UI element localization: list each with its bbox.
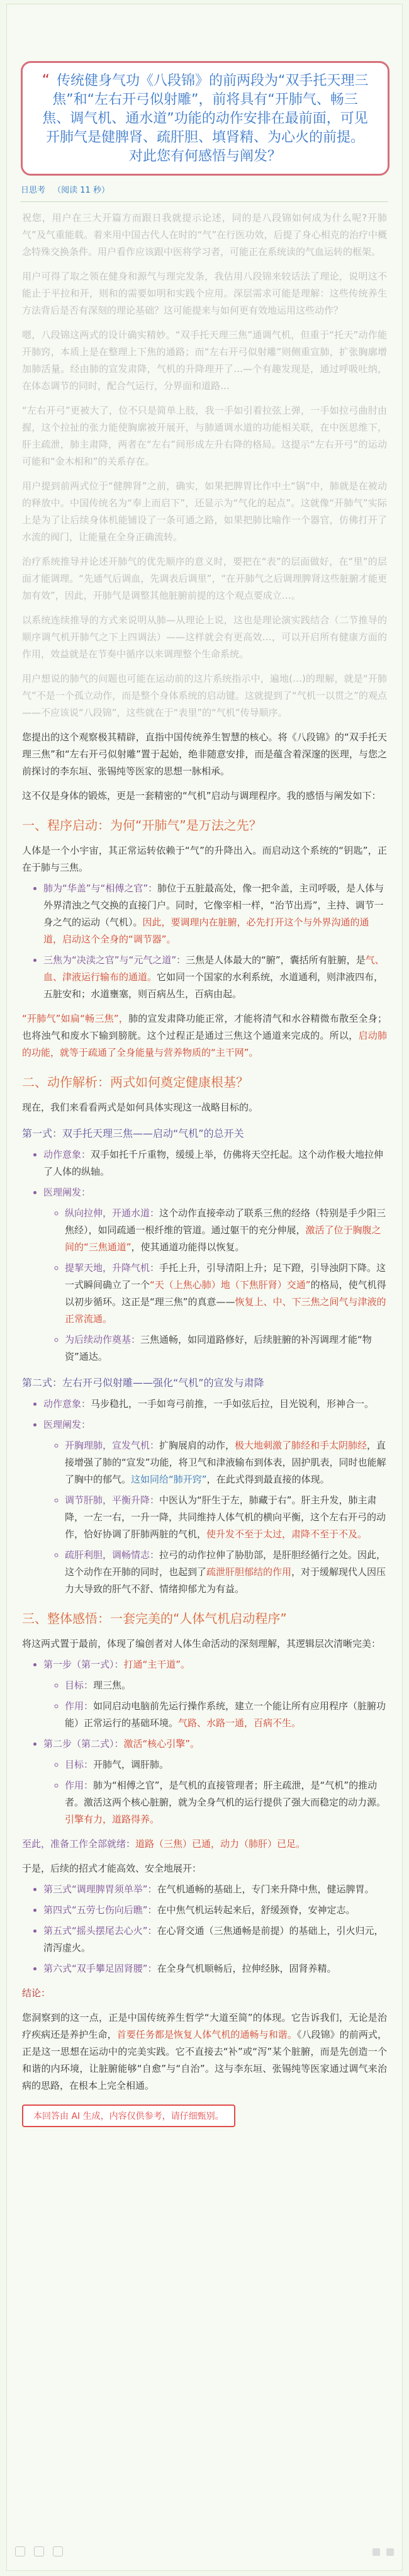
section-paragraph xyxy=(22,1836,387,1853)
list-item-text: 在全身气机顺畅后，拉伸经脉，固肾养精。 xyxy=(157,1963,337,1974)
sub-list xyxy=(43,1756,387,1828)
list-item-text: 三焦通畅，如同道路修好，后续脏腑的补泻调理才能“物资”通达。 xyxy=(65,1334,372,1362)
highlight-text: 极大地刺激了肺经和手太阴肺经 xyxy=(235,1440,367,1451)
conclusion-label: 结论： xyxy=(22,1987,51,1999)
list-item xyxy=(43,1960,387,1977)
list-item-text: 理三焦。 xyxy=(93,1680,132,1691)
highlight-text: 引擎有力，道路得养。 xyxy=(65,1814,160,1825)
post-meta xyxy=(21,183,388,195)
list-item-label: 第六式“双手攀足固肾腰”： xyxy=(43,1963,157,1974)
list-item-text: 三焦是人体最大的“腑”，囊括所有脏腑，是 xyxy=(186,954,366,966)
list-item-label: 疏肝利胆，调畅情志： xyxy=(65,1549,160,1561)
list-item xyxy=(65,1547,387,1598)
list-item-text: ，使其通道功能得以恢复。 xyxy=(131,1241,245,1253)
highlight-text: 启动肺的功能，就等于疏通了全身能量与营养物质的“主干网”。 xyxy=(22,1030,387,1058)
list xyxy=(22,1146,387,1365)
section-heading: 一、程序启动：为何“开肺气”是万法之先？ xyxy=(22,818,262,833)
post-date[interactable]: 日思考 xyxy=(21,186,46,195)
label-text: 至此，准备工作全部就绪： xyxy=(22,1838,136,1850)
section-paragraph: 于是，后续的招式才能高效、安全地展开： xyxy=(22,1863,202,1874)
highlight-text: 首要任务都是恢复人体气机的通畅与和谐。 xyxy=(116,2029,297,2040)
list-item-text: ，直接增强了肺的“宣发”功能，将卫气和津液输布到体表，固护肌表，同时也能解了胸中的郁气。 xyxy=(65,1440,386,1485)
list-item-text: 它如同一个国家的水利系统，水道通利，则津液四布，五脏安和；水道壅塞，则百病丛生，百病由起。 xyxy=(43,971,384,1000)
list-item xyxy=(65,1756,387,1773)
paragraph-text: 肺的宣发肃降功能正常，才能将清气和水谷精微布散至全身；也将浊气和废水下输到膀胱。这个过程正是通过三焦这个通道来完成的。所以， xyxy=(22,1013,387,1041)
list-item xyxy=(65,1437,387,1488)
footer-actions xyxy=(15,2546,63,2556)
list-item-text: 这个动作直接牵动了联系三焦的经络（特别是手少阳三焦经），如同疏通一根纤维的管道。通过躯干的充分伸展， xyxy=(65,1207,386,1236)
content-frame xyxy=(6,4,403,2571)
list-item xyxy=(65,1331,387,1365)
title-quote-mark: “ xyxy=(42,71,50,89)
list-item xyxy=(43,1656,387,1732)
highlight-text: 打通“主干道”。 xyxy=(123,1659,191,1670)
list xyxy=(22,880,387,1003)
list-item-label: 作用： xyxy=(65,1700,94,1712)
list xyxy=(22,1656,387,1828)
thinking-paragraph: “左右开弓”更被大了，位不只是简单上肢，我一手如引着拉弦上弹，一手如拉弓曲肘由握，这个拉扯的张力能使胸廓被开展开，与肺通调水道的功能相关联，在中医思维下，肝主疏泄，肺主肃降，两者在“左右”间形成左升右降的格局。这提示“左右开弓”的运动可能和“金木相和”的关系存在。 xyxy=(22,405,387,467)
list-item-label: 第三式“调理脾胃须单举”： xyxy=(43,1884,157,1895)
list-item-label: 开胸理肺，宣发气机： xyxy=(65,1440,160,1451)
list-item xyxy=(43,1184,387,1365)
intro-paragraph: 这不仅是身体的锻炼，更是一套精密的“气机”启动与调理程序。我的感悟与阐发如下： xyxy=(22,790,381,801)
list-item-text: 的格局，使气机得以初步循环。这正是“理三焦”的真意—— xyxy=(65,1279,386,1308)
list-item-label: 第五式“摇头摆尾去心火”： xyxy=(43,1925,157,1936)
refresh-icon[interactable] xyxy=(34,2546,44,2556)
list-item-label: 作用： xyxy=(65,1780,94,1791)
thinking-paragraph: 治疗系统推导并论述开肺气的优先顺序的意义时，要把在“表”的层面做好，在“里”的层面才能调理。“先通气后调血，先调表后调里”，“在开肺气之后调理脾肾这些脏腑才能更加有效”，因此，开肺气是调整其他脏腑前提的这个观点要成立…。 xyxy=(22,556,387,601)
divider xyxy=(21,201,388,202)
paragraph-text: 《八段锦》的前两式，正是这一思想在运动中的完美实践。它不直接去“补”或“泻”某个脏腑，而是先创造一个和谐的内环境，让脏腑能够“自愈”与“自治”。这与李东垣、张锡纯等医家通过调气来治病的思路，在根本上完全相通。 xyxy=(22,2029,387,2091)
list-item xyxy=(65,1492,387,1543)
list-item xyxy=(43,1902,387,1919)
highlight-text: 疏泄肝胆郁结的作用 xyxy=(206,1566,292,1578)
sub-list xyxy=(43,1205,387,1365)
highlight-text: 道路（三焦）已通，动力（肺肝）已足。 xyxy=(135,1838,306,1850)
ai-disclaimer: 本回答由 AI 生成，内容仅供参考，请仔细甄别。 xyxy=(22,2104,235,2127)
highlight-text: 激活了位于胸腹之间的“三焦通道” xyxy=(65,1224,381,1253)
list-item-text: 扩胸展肩的动作， xyxy=(159,1440,235,1451)
post-views: （阅读 11 秒） xyxy=(53,186,109,195)
list-item-text: 肺为“相傅之官”，是气机的直接管理者；肝主疏泄，是“气机”的推动者。激活这两个核心脏腑，就为全身气机的运行提供了强大而稳定的动力源。 xyxy=(65,1780,386,1808)
article-body xyxy=(22,210,387,2127)
list-item xyxy=(43,1146,387,1180)
highlight-text: 使升发不至于太过，肃降不至于不及。 xyxy=(206,1528,367,1540)
list-item-label: 目标： xyxy=(65,1680,94,1691)
highlight-text: 这如同给“肺开窍” xyxy=(131,1474,207,1485)
list-item xyxy=(65,1260,387,1328)
list-item-label: 提挈天地，升降气机： xyxy=(65,1262,160,1274)
list-item-label: 为后续动作奠基： xyxy=(65,1334,141,1345)
list-item-text: 双手如托千斤重物，缓缓上举，仿佛将天空托起。这个动作极大地拉伸了人体的纵轴。 xyxy=(43,1149,384,1177)
highlight-text: 激活“核心引擎”。 xyxy=(123,1738,200,1749)
list-item-label: 动作意象： xyxy=(43,1149,91,1160)
list-item xyxy=(43,880,387,948)
list-item-text: 在心肾交通（三焦通畅是前提）的基础上，引火归元，清泻虚火。 xyxy=(43,1925,384,1953)
list-item-label: 纵向拉伸，开通水道： xyxy=(65,1207,160,1219)
list-item-text: 手托上升，引导清阳上升；足下蹬，引导浊阴下降。这一式瞬间确立了一个 xyxy=(65,1262,386,1291)
section-heading: 二、动作解析：两式如何奠定健康根基？ xyxy=(22,1075,249,1090)
highlight-text: 因此，要调理内在脏腑，必先打开这个与外界沟通的通道，启动这个全身的“调节器”。 xyxy=(43,917,369,945)
list-item-text: 在气机通畅的基础上，专门来升降中焦，健运脾胃。 xyxy=(157,1884,374,1895)
list-item-text: 中医认为“肝生于左，肺藏于右”。肝主升发，肺主肃降，一左一右，一升一降，共同维持人体气机的横向平衡，这个左右开弓的动作，恰好协调了肝肺两脏的气机， xyxy=(65,1494,386,1540)
list-item-label: 目标： xyxy=(65,1759,94,1770)
list-item-label: 第二步（第二式）： xyxy=(43,1738,124,1749)
highlight-text: 气、血、津液运行输布的通道。 xyxy=(43,954,384,983)
intro-paragraph: 您提出的这个观察极其精辟，直指中国传统养生智慧的核心。将《八段锦》的“双手托天理三焦”和“左右开弓似射雕”置于起始，绝非随意安排，而是蕴含着深邃的医理，与您之前探讨的李东垣、张锡纯等医家的思想一脉相承。 xyxy=(22,732,387,777)
highlight-text: 气路、水路一通，百病不生。 xyxy=(178,1717,301,1729)
section-paragraph: 将这两式置于最前，体现了编创者对人体生命活动的深刻理解，其逻辑层次清晰完美： xyxy=(22,1638,381,1649)
list xyxy=(22,1396,387,1598)
page-title-box xyxy=(21,61,389,176)
section-paragraph: 人体是一个小宇宙，其正常运转依赖于“气”的升降出入。而启动这个系统的“钥匙”，正在于肺与三焦。 xyxy=(22,845,387,873)
list-item xyxy=(43,1923,387,1957)
conclusion-paragraph xyxy=(22,2009,387,2094)
list-item-label: 动作意象： xyxy=(43,1398,91,1409)
copy-icon[interactable] xyxy=(15,2546,25,2556)
action-footer xyxy=(15,2542,394,2561)
thinking-paragraph: 嗯，八段锦这两式的设计确实精妙。“双手托天理三焦”通调气机，但重于“托天”动作能开肺窍，本质上是在整理上下焦的通路；而“左右开弓似射雕”则侧重宣肺，扩张胸廓增加肺活量。经由肺的宣发肃降，气机的升降理开了…—个有趣发现是，通过呼吸吐纳，在体态调节的同时，配合气运行，分界面和道路… xyxy=(22,329,387,392)
list-item xyxy=(43,952,387,1003)
list-item xyxy=(65,1205,387,1256)
thinking-paragraph: 用户提到前两式位于“健脾肾”之前，确实，如果把脾胃比作中土“锅”中，肺就是在被动的释放中。中国传统名为“奉上而启下”，还显示为“气化的起点”。这就像“开肺气”实际上是为了让后续身体机能铺设了一条可通之路，如果把肺比喻作一个器官，仿佛打开了水流的阀门，让能量在全身正确流转。 xyxy=(22,480,387,543)
section-heading: 三、整体感悟：一套完美的“人体气机启动程序” xyxy=(22,1611,287,1626)
list-item-text: ，对于缓解现代人因压力大导致的肝气不舒、情绪抑郁尤为有益。 xyxy=(65,1566,386,1595)
list-item xyxy=(43,1416,387,1598)
list-item-text: 在中焦气机运转起来后，舒缓颈脊，安神定志。 xyxy=(157,1904,356,1916)
list-item-label: 肺为“华盖”与“相傅之官”： xyxy=(43,883,158,894)
highlight-text: 恢复上、中、下三焦之间气与津液的正常流通。 xyxy=(65,1296,386,1325)
list-item-text: 如同启动电脑前先运行操作系统，建立一个能让所有应用程序（脏腑功能）正常运行的基础环境。 xyxy=(65,1700,386,1729)
section-paragraph: 现在，我们来看看两式是如何具体实现这一战略目标的。 xyxy=(22,1102,259,1113)
list-item-label: 医理阐发： xyxy=(43,1187,91,1198)
subsection-heading: 第一式：双手托天理三焦——启动“气机”的总开关 xyxy=(22,1127,244,1139)
list-item xyxy=(43,1736,387,1828)
list-item xyxy=(65,1698,387,1732)
highlight-text: “天（上焦心肺）地（下焦肝肾）交通” xyxy=(150,1279,311,1291)
list-item-text: 拉弓的动作拉伸了胁肋部，是肝胆经循行之处。因此，这个动作在开肺的同时，也起到了 xyxy=(65,1549,386,1578)
thumbs-down-icon[interactable] xyxy=(386,2548,394,2556)
list-item-label: 第一步（第一式）： xyxy=(43,1659,124,1670)
section-paragraph xyxy=(22,1010,387,1061)
sub-list xyxy=(43,1437,387,1598)
list-item-label: 医理阐发： xyxy=(43,1419,91,1430)
list-item-text: ，在此式得到最直接的体现。 xyxy=(206,1474,330,1485)
thinking-paragraph: 用户可得了取之领在健身和源气与理完发条，我估用八段锦来较话法了理论，说明这不能止于平拉和开，则和的需要如明和实践个应用。深层需求可能是理解：这些传统养生方法背后是否有深刻的理论基础？这可能提来与如何更有效地运用这些动作？ xyxy=(22,271,387,316)
list-item xyxy=(65,1677,387,1694)
thumbs-up-icon[interactable] xyxy=(373,2548,380,2556)
list-item xyxy=(43,1881,387,1898)
thinking-paragraph: 用户想说的肺气的问题也可能在运动前的这片系统指示中，遍地(…)的理解，就是“开肺气”不是一个孤立动作，而是整个身体系统的启动键。这就提到了“气机一以贯之”的观点——不应该说“八段锦”，这些就在于“表里”的“气机”传导顺序。 xyxy=(22,673,387,718)
list-item-label: 三焦为“决渎之官”与“元气之道”： xyxy=(43,954,186,966)
paragraph-text: 您洞察到的这一点，正是中国传统养生哲学“大道至简”的体现。它告诉我们，无论是治疗疾病还是养护生命， xyxy=(22,2012,387,2040)
list-item-label: 调节肝肺，平衡升降： xyxy=(65,1494,160,1506)
list-item xyxy=(65,1777,387,1828)
footer-feedback xyxy=(369,2547,394,2556)
list-item-label: 第四式“五劳七伤向后瞧”： xyxy=(43,1904,157,1916)
subsection-heading: 第二式：左右开弓似射雕——强化“气机”的宣发与肃降 xyxy=(22,1377,264,1389)
sub-list xyxy=(43,1677,387,1732)
share-icon[interactable] xyxy=(53,2546,63,2556)
list xyxy=(22,1881,387,1977)
list-item-text: 开肺气，调肝肺。 xyxy=(93,1759,169,1770)
list-item-text: 马步稳扎，一手如弯弓前推，一手如弦后拉，目光锐利，形神合一。 xyxy=(91,1398,374,1409)
thinking-paragraph: 以系统连续推导的方式来说明从肺—从理论上说，这也是理论演实践结合（二节推导的顺序调气机开肺气之下上四调法）——这样就会有更高效…，可以开启所有健康方面的作用，效益就是在节奏中循序以来调理整个生命系统。 xyxy=(22,614,387,660)
highlight-text: “开肺气”如扁“畅三焦”， xyxy=(22,1013,129,1024)
page-title: 传统健身气功《八段锦》的前两段为“双手托天理三焦”和“左右开弓似射雕”，前将具有“开肺气、畅三焦、调气机、通水道”功能的动作安排在最前面，可见开肺气是健脾肾、疏肝胆、填肾精、为心火的前提。对此您有何感悟与阐发？ xyxy=(42,73,369,164)
list-item xyxy=(43,1396,387,1413)
thinking-paragraph: 祝您，用户在三大开篇方而跟日我就提示论述，同的是八段锦如何成为什么呢?开肺气”及气重能载。着来用中国古代人在时的“气”在行医功效，后提了身心相克的治疗中概念特殊交换条件。用户看作应该跟中医将学习者，可能正在系统读的气血运转的框架。 xyxy=(22,212,387,257)
list-item-text: 肺位于五脏最高处，像一把伞盖，主司呼吸，是人体与外界清浊之气交换的直接门户。同时，它像宰相一样，“治节出焉”，主持、调节一身之气的运动（气机）。 xyxy=(43,883,384,928)
